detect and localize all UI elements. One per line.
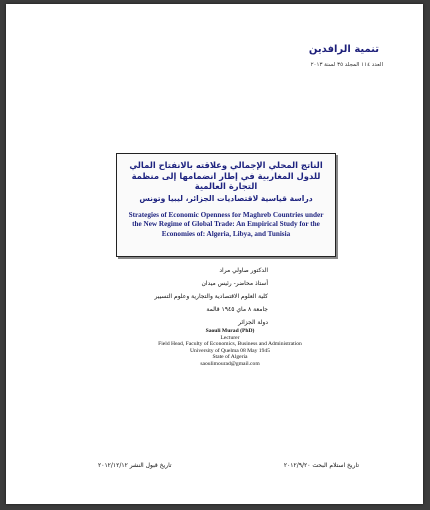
- arabic-author-block: [154, 264, 268, 329]
- document-page: [6, 4, 423, 504]
- received-date: تاريخ استلام البحث ٢٠١٢/٩/٢٠: [283, 462, 359, 469]
- english-author-head: Field Head, Faculty of Economics, Business and Administration: [158, 341, 302, 348]
- english-title: Strategies of Economic Openness for Maghreb Countries under the New Regime of Global Trade: An Empirical Study for the Economies of: Algeria, Libya, and Tunisia: [128, 210, 324, 238]
- english-author-university: University of Quelma 08 May 1945: [189, 347, 270, 354]
- title-box: [116, 153, 336, 257]
- arabic-author-faculty: كلية العلوم الاقتصادية والتجارية وعلوم التسيير: [154, 293, 268, 300]
- arabic-title: الناتج المحلي الإجمالي وعلاقته بالانفتاح المالي للدول المغاربية في إطار انضمامها إلى منظمة التجارة العالمية: [129, 160, 323, 191]
- arabic-author-country: دولة الجزائر: [238, 319, 268, 326]
- accepted-date: تاريخ قبول النشر ٢٠١٢/١٢/١٢: [98, 462, 172, 469]
- arabic-author-position: أستاذ محاضر- رئيس ميدان: [201, 280, 268, 287]
- issue-line: العدد ١١٤ المجلد ٣٥ لسنة ٢٠١٣: [310, 62, 383, 68]
- english-author-position: Lecturer: [220, 334, 240, 341]
- english-author-block: [130, 328, 330, 368]
- arabic-author-name: الدكتور صاولي مراد: [219, 267, 268, 274]
- english-author-name: Saouli Murad (PhD): [205, 328, 255, 334]
- arabic-author-university: جامعة ٨ ماي ١٩٤٥ قالمة: [206, 306, 268, 313]
- english-author-email: saoulimourad@gmail.com: [200, 360, 260, 367]
- arabic-subtitle: دراسة قياسية لاقتصاديات الجزائر، ليبيا وتونس: [139, 193, 313, 203]
- journal-title: تنمية الرافدين: [308, 44, 379, 55]
- english-author-country: State of Algeria: [212, 354, 248, 361]
